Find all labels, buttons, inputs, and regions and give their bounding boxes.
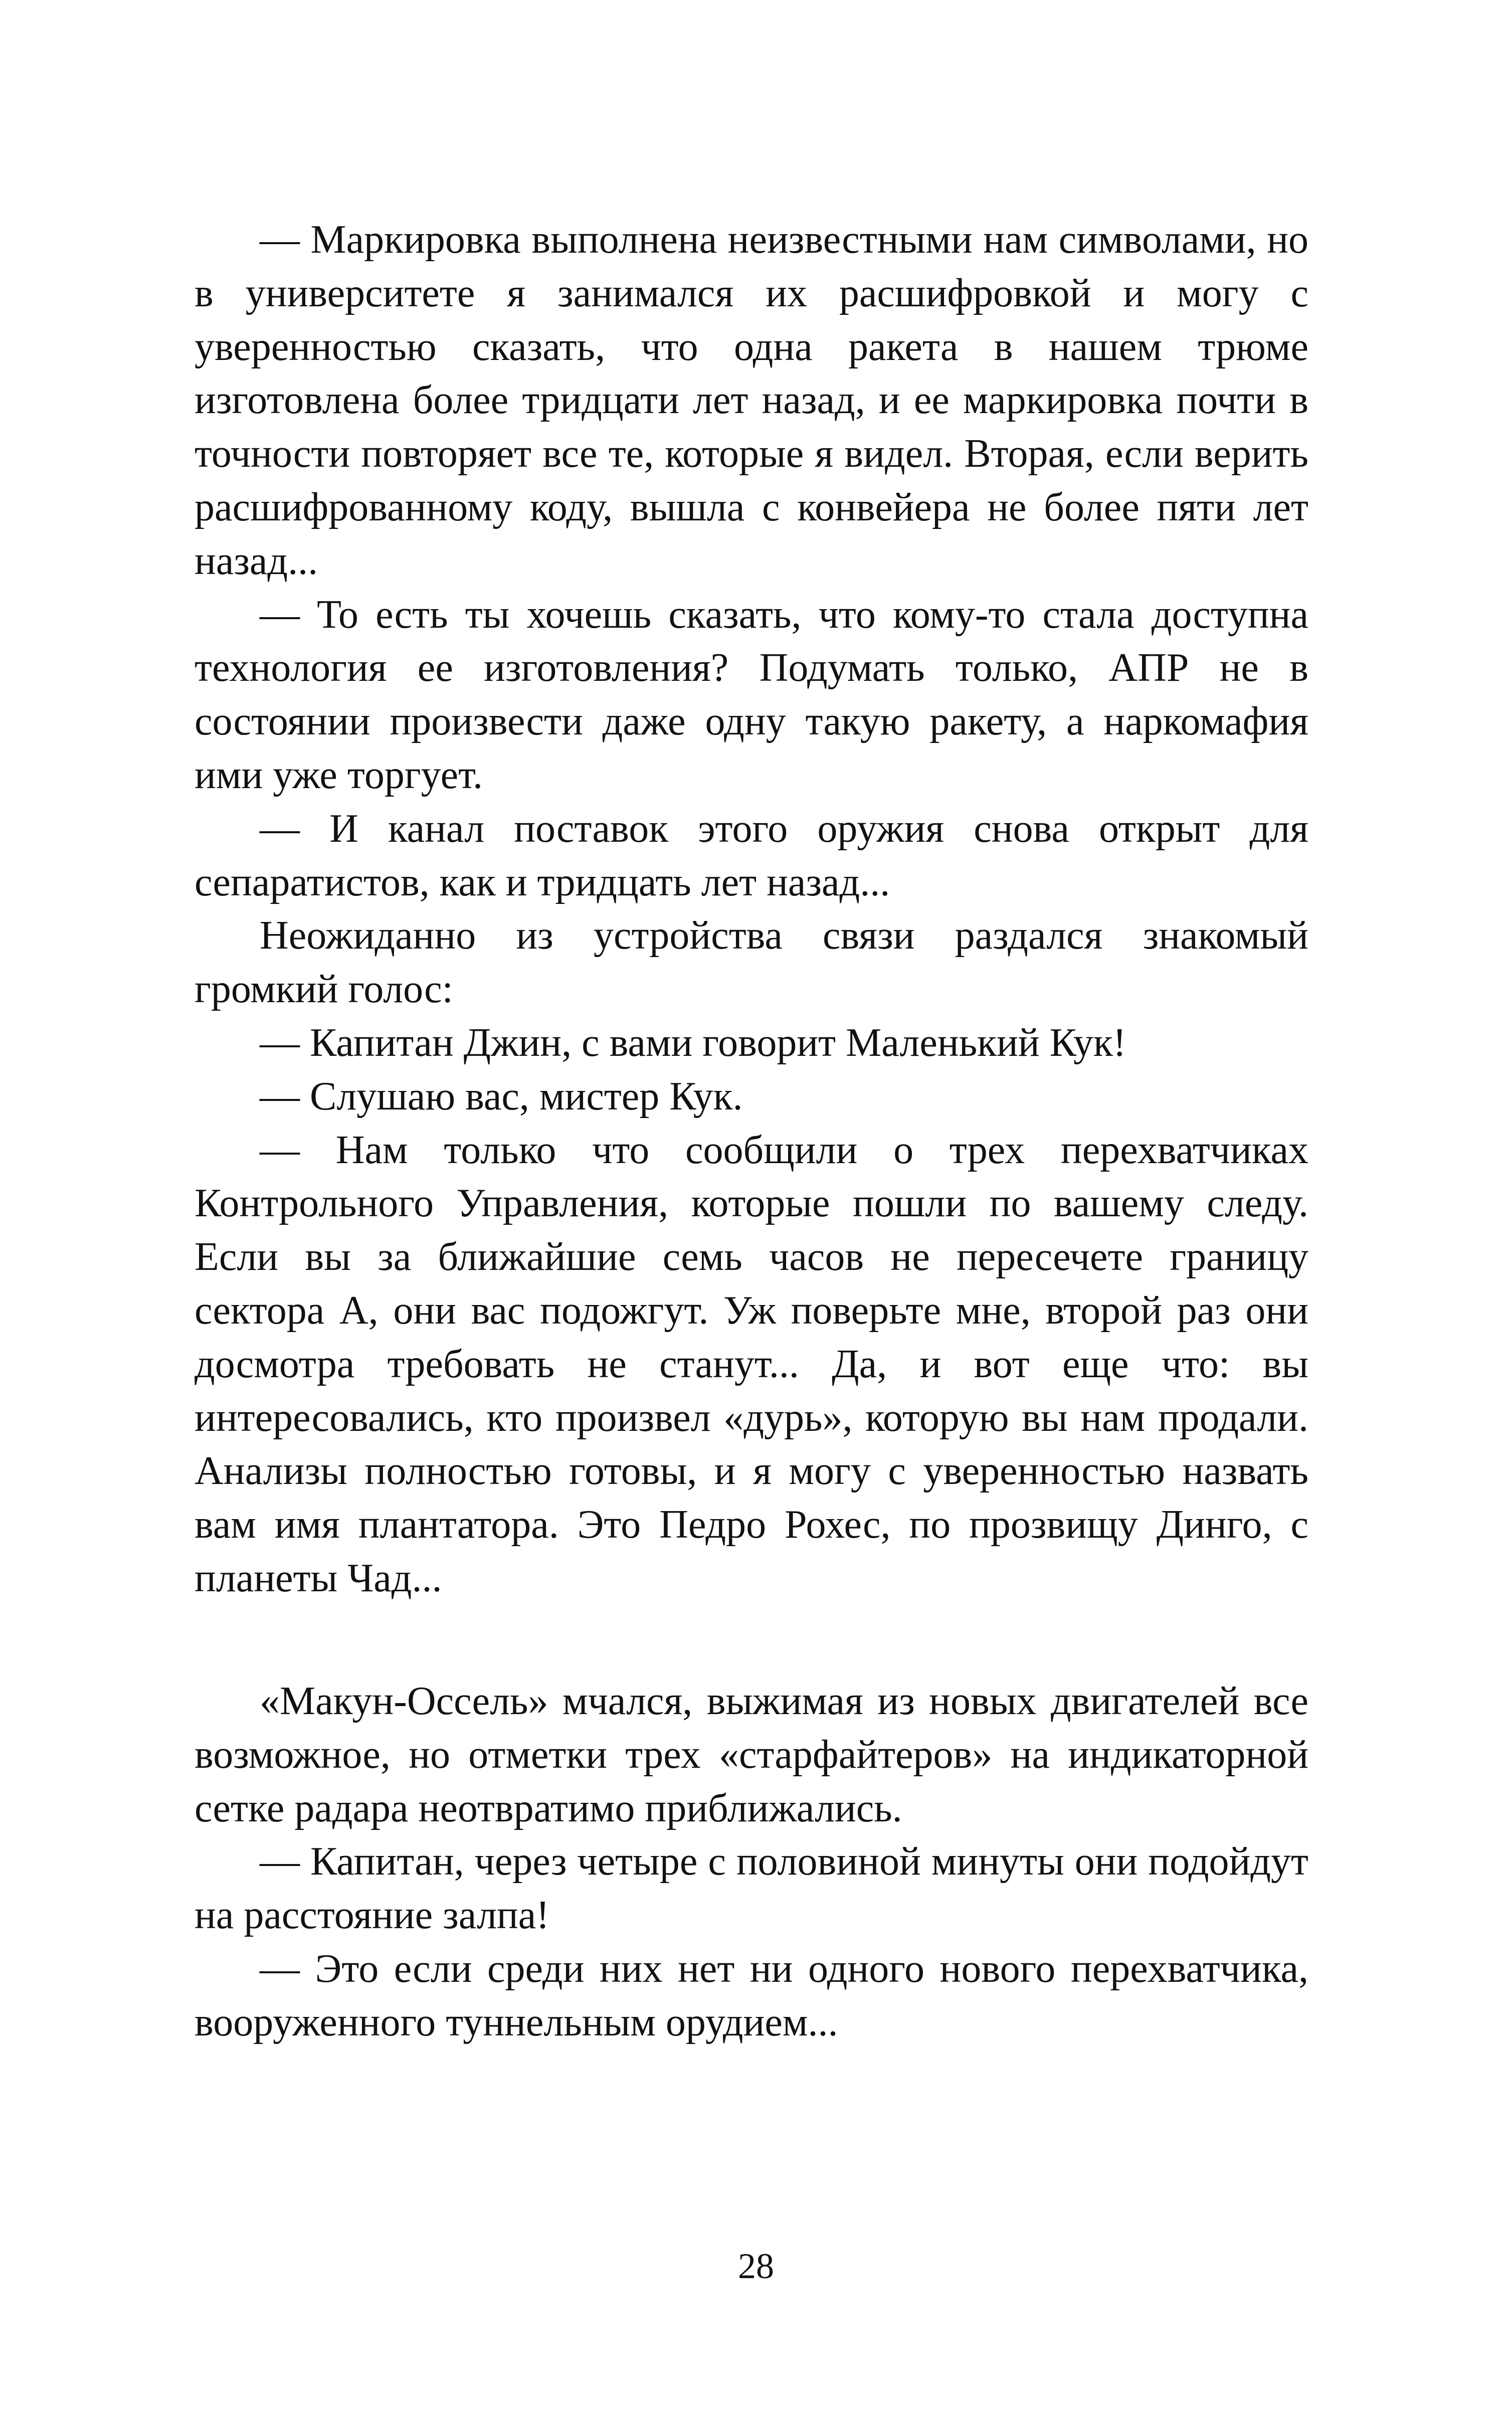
paragraph: — То есть ты хочешь сказать, что кому-то стала доступна технология ее изготовления? Подумать только, АПР не в состоянии произвести даже одну такую ракету, а наркомафия ими уже торгует. bbox=[195, 592, 1308, 797]
paragraph: — Капитан, через четыре с половиной минуты они подойдут на расстояние залпа! bbox=[195, 1839, 1308, 1938]
paragraph: — И канал поставок этого оружия снова открыт для сепаратистов, как и тридцать лет назад... bbox=[195, 806, 1308, 904]
paragraph: «Макун-Оссель» мчался, выжимая из новых двигателей все возможное, но отметки трех «старфайтеров» на индикаторной сетке радара неотвратимо приближались. bbox=[195, 1679, 1308, 1830]
paragraph: — Нам только что сообщили о трех перехватчиках Контрольного Управления, которые пошли по вашему следу. Если вы за ближайшие семь часов не пересечете границу сектора А, они вас подожгут. Уж поверьте мне, второй раз они досмотра требовать не станут... Да, и вот еще что: вы интересовались, кто произвел «дурь», которую вы нам продали. Анализы полностью готовы, и я могу с уверенностью назвать вам имя плантатора. Это Педро Рохес, по прозвищу Динго, с планеты Чад... bbox=[195, 1128, 1308, 1600]
paragraph: — Капитан Джин, с вами говорит Маленький Кук! bbox=[260, 1020, 1126, 1065]
paragraph: Неожиданно из устройства связи раздался знакомый громкий голос: bbox=[195, 913, 1308, 1012]
main-text-section bbox=[195, 213, 1308, 1605]
paragraph: — Слушаю вас, мистер Кук. bbox=[260, 1074, 743, 1119]
paragraph: — Это если среди них нет ни одного нового перехватчика, вооруженного туннельным орудием... bbox=[195, 1946, 1308, 2045]
paragraph: — Маркировка выполнена неизвестными нам символами, но в университете я занимался их расшифровкой и могу с уверенностью сказать, что одна ракета в нашем трюме изготовлена более тридцати лет назад, и ее маркировка почти в точности повторяет все те, которые я видел. Вторая, если верить расшифрованному коду, вышла с конвейера не более пяти лет назад... bbox=[195, 218, 1308, 583]
second-text-section bbox=[195, 1675, 1308, 2050]
page-number: 28 bbox=[738, 2246, 774, 2286]
